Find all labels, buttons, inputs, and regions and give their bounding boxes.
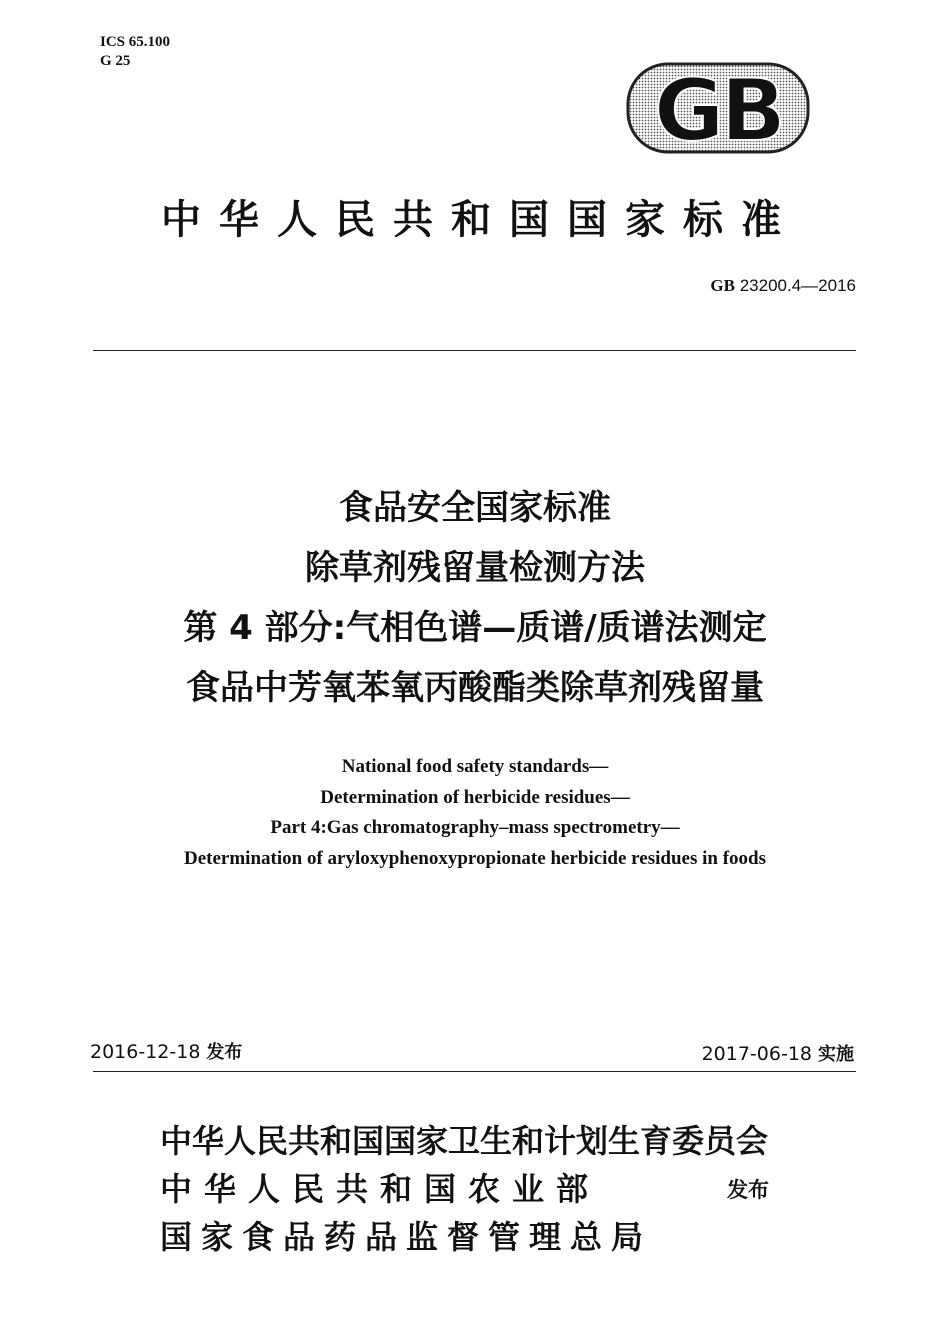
title-zh-line-1: 食品安全国家标准: [339, 488, 611, 528]
issuer-health-commission: 中华人民共和国国家卫生和计划生育委员会: [160, 1122, 769, 1160]
issue-label: 发布: [206, 1042, 243, 1063]
title-en-line-1: National food safety standards—: [341, 756, 609, 777]
standard-number-prefix: GB: [710, 276, 735, 295]
gb-logo-text: GB: [653, 62, 783, 154]
english-title-block: [0, 752, 950, 874]
implement-date-block: [702, 1040, 854, 1066]
title-zh-line-3: 第 4 部分:气相色谱—质谱/质谱法测定: [183, 608, 767, 648]
class-code: G 25: [100, 53, 131, 69]
issuing-authorities: [160, 1117, 768, 1261]
ics-code: ICS 65.100: [100, 34, 171, 50]
implement-label: 实施: [818, 1044, 854, 1065]
issuer-ministry-agriculture: 中华人民共和国农业部: [160, 1170, 601, 1208]
national-standard-title: 中华人民共和国国家标准: [161, 197, 799, 243]
gb-logo: [626, 62, 810, 154]
classification-codes: [100, 33, 170, 71]
issue-date-block: [90, 1038, 242, 1064]
title-zh-line-2: 除草剂残留量检测方法: [305, 548, 645, 588]
issue-date: 2016-12-18: [90, 1041, 201, 1063]
top-divider: [93, 350, 856, 351]
bottom-divider: [93, 1071, 856, 1072]
issuer-food-drug-administration: 国家食品药品监督管理总局: [160, 1218, 653, 1256]
implement-date: 2017-06-18: [701, 1043, 812, 1065]
standard-number-value: 23200.4—2016: [739, 276, 856, 295]
title-en-line-3: Part 4:Gas chromatography–mass spectrometry—: [270, 817, 680, 838]
publish-label: 发布: [727, 1178, 769, 1202]
title-en-line-4: Determination of aryloxyphenoxypropionate herbicide residues in foods: [184, 847, 766, 869]
title-en-line-2: Determination of herbicide residues—: [320, 786, 630, 808]
standard-number: [710, 276, 856, 296]
chinese-title-block: [0, 478, 950, 718]
title-zh-line-4: 食品中芳氧苯氧丙酸酯类除草剂残留量: [186, 668, 764, 708]
